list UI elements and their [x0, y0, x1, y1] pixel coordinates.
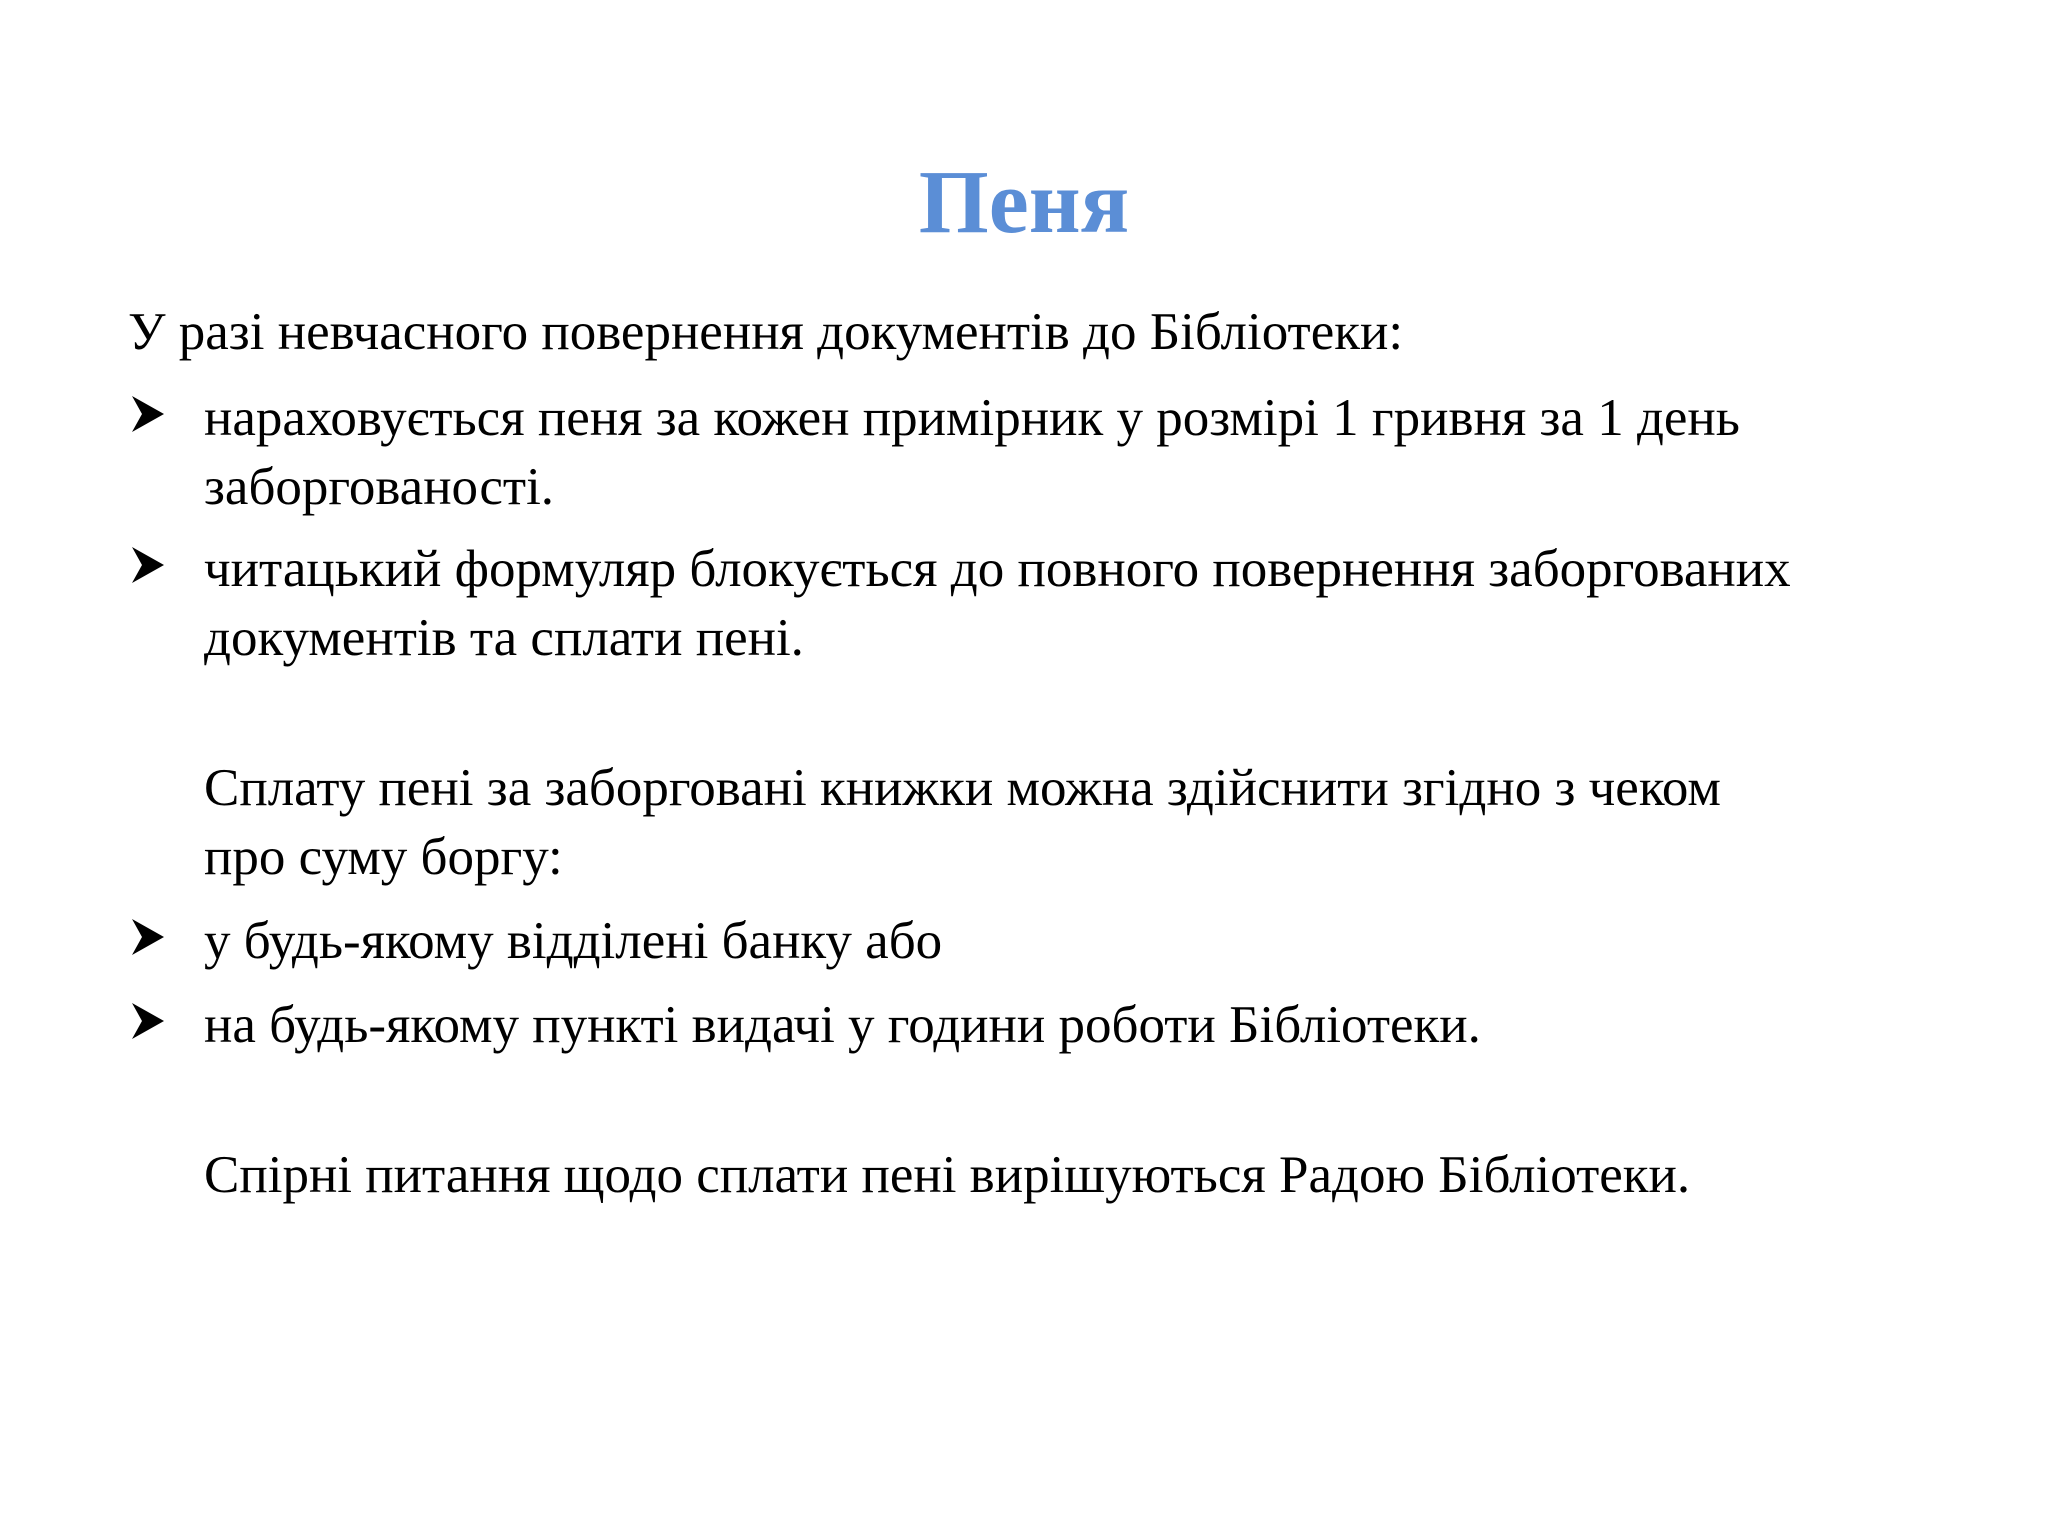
bullet-2-line-2: документів та сплати пені.: [204, 609, 804, 667]
slide-title: Пеня: [918, 153, 1130, 252]
bullet-3-line-1: у будь-якому відділені банку або: [204, 912, 943, 970]
bullet-4-line-1: на будь-якому пункті видачі у години роботи Бібліотеки.: [204, 996, 1481, 1054]
bullet-2-line-1: читацький формуляр блокується до повного повернення заборгованих: [204, 540, 1791, 598]
arrowhead-bullet-icon: [130, 545, 166, 585]
payment-note-line-2: про суму боргу:: [204, 828, 563, 886]
closing-text: Спірні питання щодо сплати пені вирішуються Радою Бібліотеки.: [204, 1146, 1691, 1204]
intro-text: У разі невчасного повернення документів до Бібліотеки:: [128, 303, 1404, 361]
arrowhead-bullet-icon: [130, 1001, 166, 1041]
arrowhead-bullet-icon: [130, 917, 166, 957]
bullet-1-line-1: нараховується пеня за кожен примірник у розмірі 1 гривня за 1 день: [204, 389, 1740, 447]
bullet-1-line-2: заборгованості.: [204, 458, 555, 516]
payment-note-line-1: Сплату пені за заборговані книжки можна здійснити згідно з чеком: [204, 759, 1721, 817]
arrowhead-bullet-icon: [130, 394, 166, 434]
